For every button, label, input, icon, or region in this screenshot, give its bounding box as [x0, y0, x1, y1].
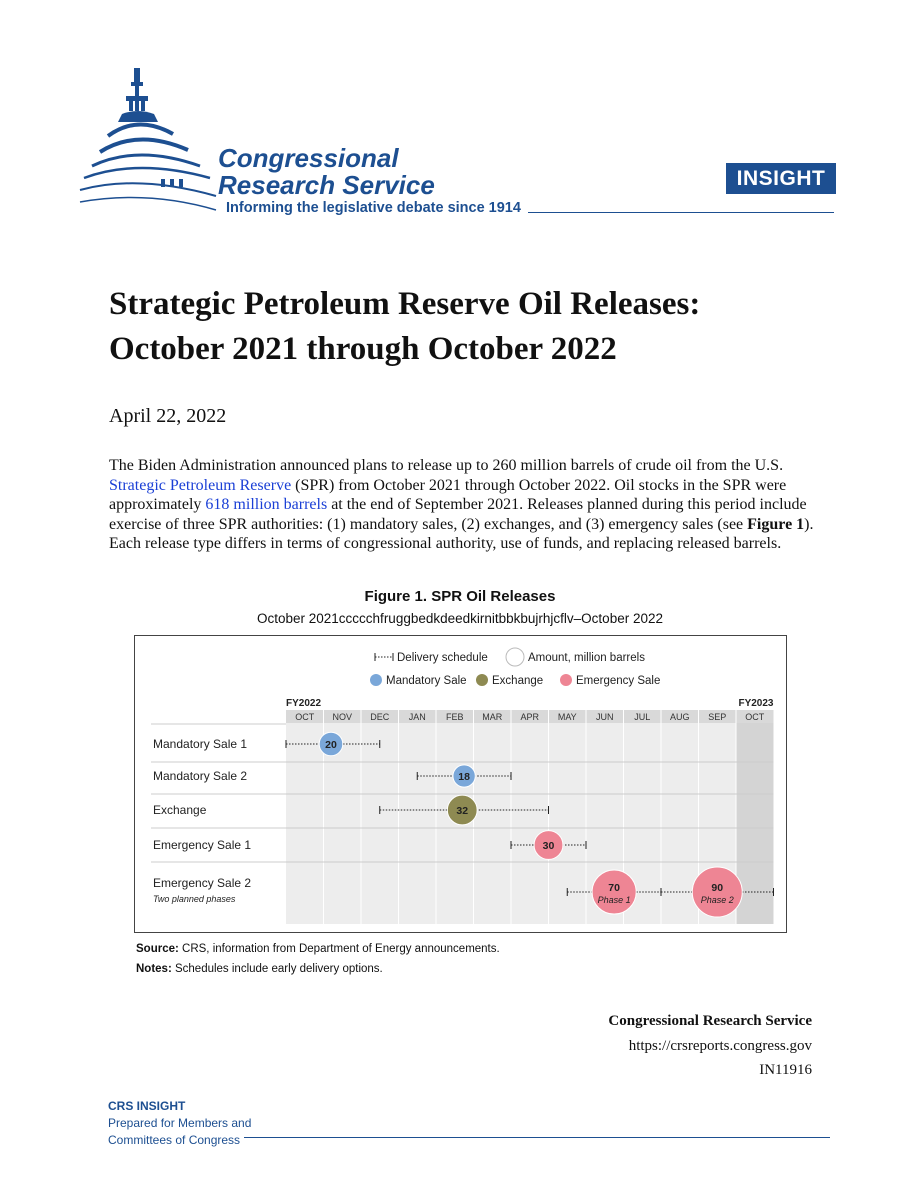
legend-swatch-emergency-sale	[560, 674, 572, 686]
org-tagline: Informing the legislative debate since 1914	[226, 200, 521, 216]
org-name	[218, 145, 435, 199]
barrels-link[interactable]: 618 million barrels	[205, 496, 328, 513]
phase-label: Phase 2	[700, 895, 734, 905]
figure-notes	[136, 963, 383, 975]
source-text: CRS, information from Department of Energy announcements.	[178, 943, 500, 955]
footer-url[interactable]: https://crsreports.congress.gov	[628, 1038, 812, 1054]
header-divider	[528, 212, 834, 213]
footer-divider	[244, 1137, 830, 1138]
amount-label: 70	[608, 882, 620, 894]
figure-ref: Figure 1	[747, 515, 805, 533]
row-label: Emergency Sale 2	[153, 876, 252, 890]
legend-swatch-mandatory-sale	[370, 674, 382, 686]
spr-release-chart	[135, 636, 786, 932]
fy-start-label: FY2022	[286, 698, 322, 709]
footer-org: Congressional Research Service	[608, 1013, 812, 1029]
paragraph-text: (SPR) from October 2021 through October 2022. Oil stocks in the SPR were approximately	[109, 476, 787, 513]
footer-insight-block	[108, 1098, 251, 1149]
org-name-line1: Congressional	[218, 143, 399, 173]
row-label: Mandatory Sale 1	[153, 737, 248, 751]
month-label: DEC	[370, 712, 390, 722]
source-label: Source:	[136, 943, 179, 955]
legend-label-mandatory-sale: Mandatory Sale	[386, 675, 467, 687]
insight-badge: INSIGHT	[726, 163, 836, 194]
month-label: JUL	[634, 712, 651, 722]
month-label: NOV	[332, 712, 353, 722]
page-title	[109, 282, 829, 372]
month-label: APR	[520, 712, 540, 722]
month-label: JUN	[596, 712, 614, 722]
paragraph-text: ). Each release type differs in terms of congressional authority, use of funds, and replacing released barrels.	[109, 515, 814, 552]
month-label: MAY	[557, 712, 577, 722]
org-name-line2: Research Service	[218, 170, 435, 200]
row-label: Exchange	[153, 803, 207, 817]
month-label: AUG	[669, 712, 690, 722]
figure-subtitle: October 2021ccccchfruggbedkdeedkirnitbbkbujrhjcflv–October 2022	[257, 611, 663, 626]
figure-title: Figure 1. SPR Oil Releases	[364, 588, 556, 605]
title-line-1: Strategic Petroleum Reserve Oil Releases:	[109, 286, 701, 322]
title-line-2: October 2021 through October 2022	[109, 331, 617, 367]
amount-label: 30	[542, 840, 555, 852]
month-label: OCT	[745, 712, 765, 722]
legend-amount-label: Amount, million barrels	[528, 652, 645, 664]
month-label: MAR	[482, 712, 503, 722]
fy-end-label: FY2023	[738, 698, 774, 709]
amount-label: 90	[711, 882, 724, 894]
amount-label: 20	[325, 739, 337, 751]
paragraph-text: at the end of September 2021. Releases planned during this period include exercise of three SPR authorities: (1) mandatory sales, (2) exchanges, and (3) emergency sales (see	[109, 496, 807, 533]
notes-label: Notes:	[136, 963, 172, 975]
row-label: Mandatory Sale 2	[153, 769, 248, 783]
legend-label-exchange: Exchange	[492, 675, 544, 687]
publication-date: April 22, 2022	[109, 405, 227, 427]
amount-label: 32	[456, 805, 469, 817]
row-sublabel: Two planned phases	[153, 894, 236, 904]
month-label: JAN	[408, 712, 426, 722]
footer-prepared-line1: Prepared for Members and	[108, 1116, 252, 1130]
capitol-dome-icon	[78, 66, 218, 216]
legend-delivery-label: Delivery schedule	[397, 652, 488, 664]
paragraph-text: The Biden Administration announced plans to release up to 260 million barrels of crude oil from the U.S.	[109, 457, 784, 474]
month-label: OCT	[295, 712, 315, 722]
legend-label-emergency-sale: Emergency Sale	[576, 675, 661, 687]
chart-panel	[134, 635, 787, 933]
body-paragraph	[109, 456, 823, 554]
spr-link[interactable]: Strategic Petroleum Reserve	[109, 476, 292, 494]
legend-amount-circle	[506, 648, 524, 666]
month-label: SEP	[708, 712, 727, 722]
footer-insight-label: CRS INSIGHT	[108, 1099, 186, 1113]
month-label: FEB	[445, 712, 464, 722]
figure-source	[136, 943, 500, 955]
phase-label: Phase 1	[597, 895, 631, 905]
footer-prepared-line2: Committees of Congress	[108, 1133, 241, 1147]
legend-swatch-exchange	[476, 674, 488, 686]
footer-report-id: IN11916	[759, 1062, 812, 1078]
amount-label: 18	[458, 771, 470, 783]
row-label: Emergency Sale 1	[153, 838, 252, 852]
notes-text: Schedules include early delivery options.	[171, 963, 383, 975]
